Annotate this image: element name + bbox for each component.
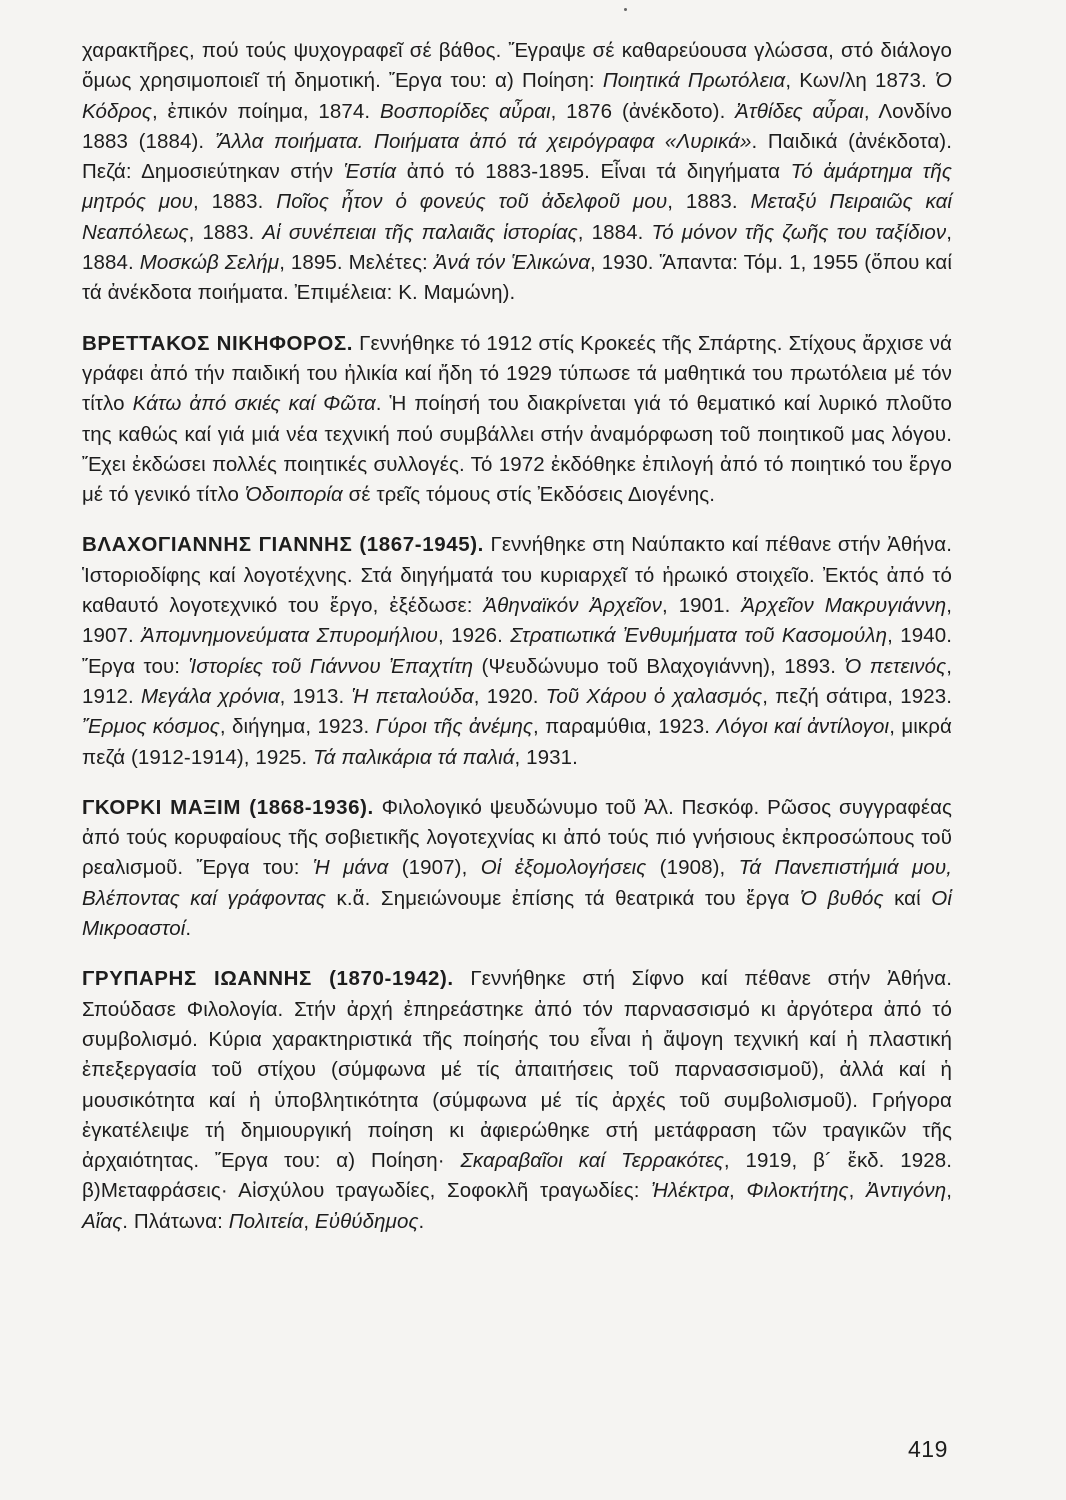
text-column	[82, 36, 952, 1237]
italic-title: Ἔρμος κόσμος	[82, 715, 220, 739]
text-run: , Λονδίνο 1883 (1884).	[82, 99, 953, 153]
text-run: , 1912.	[82, 654, 952, 708]
text-run: , 1876 (ἀνέκδοτο).	[550, 99, 736, 123]
text-run: Φιλολογικό ψευδώνυμο τοῦ Ἀλ. Πεσκόφ. Ρῶσος συγγραφέας ἀπό τούς κορυφαίους τῆς σοβιετικῆς λογοτεχνίας κι ἀπό τούς πιό γνήσιους ἐκπροσώπους τοῦ ρεαλισμοῦ. Ἔργα του:	[82, 795, 952, 880]
text-run: ,	[303, 1209, 315, 1233]
text-run: , 1907.	[82, 594, 953, 648]
text-run: , πεζή σάτιρα, 1923.	[762, 684, 953, 708]
italic-title: Οἱ Μικροαστοί	[82, 886, 952, 941]
text-run: , 1919, β´ ἔκδ. 1928. β)Μεταφράσεις· Αἰσχύλου τραγωδίες, Σοφοκλῆ τραγωδίες:	[82, 1149, 953, 1203]
text-run: ,	[729, 1179, 747, 1203]
italic-title: Μεταξύ Πειραιῶς καί Νεαπόλεως	[82, 190, 953, 244]
italic-title: Ἀντιγόνη	[865, 1179, 947, 1203]
italic-title: Ὁ βυθός	[800, 886, 884, 910]
text-run: . Πλάτωνα:	[122, 1209, 229, 1233]
italic-title: Ἀπομνημονεύματα Σπυρομήλιου	[141, 624, 438, 648]
italic-title: Γύροι τῆς ἀνέμης	[375, 715, 534, 739]
italic-title: Ποιητικά Πρωτόλεια	[602, 69, 786, 93]
italic-title: Σκαραβαῖοι καί Τερρακότες	[460, 1149, 724, 1173]
text-run: , 1940. Ἔργα του:	[82, 624, 952, 678]
italic-title: Ποῖος ἦτον ὁ φονεύς τοῦ ἀδελφοῦ μου	[276, 190, 668, 214]
text-run: Γεννήθηκε στή Σίφνο καί πέθανε στήν Ἀθήνα. Σπούδασε Φιλολογία. Στήν ἀρχή ἐπηρεάστηκε ἀπό τόν παρνασσισμό κι ἀργότερα ἀπό τό συμβολισμό. Κύρια χαρακτηριστικά τῆς ποίησής του εἶναι ἡ ἄψογη τεχνική καί ἡ πλαστική ἐπεξεργασία τοῦ στίχου (σύμφωνα μέ τίς ἀπαιτήσεις τοῦ παρνασσισμοῦ), ἀλλά καί ἡ μουσικότητα καί ἡ ὑποβλητικότητα (σύμφωνα μέ τίς ἀρχές τοῦ συμβολισμοῦ). Γρήγορα ἐγκατέλειψε τή δημιουργική ποίηση κι ἀφιερώθηκε στή μετάφραση τῶν τραγικῶν τῆς ἀρχαιότητας. Ἔργα του: α) Ποίηση·	[82, 967, 952, 1173]
entry-body	[82, 533, 952, 768]
italic-title: Ἀνά τόν Ἑλικώνα	[433, 251, 591, 275]
scan-speck	[624, 8, 627, 11]
text-run: , 1883.	[188, 220, 263, 244]
italic-title: Ἄλλα ποιήματα. Ποιήματα ἀπό τά χειρόγραφα «Λυρικά»	[214, 129, 752, 153]
text-run: (1908),	[646, 856, 739, 880]
italic-title: Τά Πανεπιστήμιά μου, Βλέποντας καί γράφοντας	[82, 856, 953, 910]
text-run: καί	[883, 886, 932, 910]
text-run: Γεννήθηκε στη Ναύπακτο καί πέθανε στήν Ἀθήνα. Ἱστοριοδίφης καί λογοτέχνης. Στά διηγήματά του κυριαρχεῖ τό ἡρωικό στοιχεῖο. Ἐκτός ἀπό τό καθαυτό λογοτεχνικό του ἔργο, ἐξέδωσε:	[82, 533, 952, 618]
text-run: , 1926.	[437, 624, 511, 648]
entry-heading: ΓΡΥΠΑΡΗΣ ΙΩΑΝΝΗΣ (1870-1942).	[82, 967, 454, 991]
text-run: (1907),	[388, 856, 481, 880]
italic-title: Ἡ πεταλούδα	[351, 684, 474, 708]
italic-title: Ὁ πετεινός	[844, 654, 947, 678]
text-run: , 1884.	[577, 220, 652, 244]
text-run: κ.ἄ. Σημειώνουμε ἐπίσης τά θεατρικά του ἔργα	[326, 886, 801, 910]
entry-heading: ΒΛΑΧΟΓΙΑΝΝΗΣ ΓΙΑΝΝΗΣ (1867-1945).	[82, 533, 484, 557]
intro-paragraph	[82, 36, 952, 309]
text-run: ,	[946, 1179, 953, 1203]
text-run: , 1930. Ἅπαντα: Τόμ. 1, 1955 (ὅπου καί τά ἀνέκδοτα ποιήματα. Ἐπιμέλεια: Κ. Μαμώνη).	[82, 251, 952, 305]
text-run: .	[418, 1209, 425, 1233]
italic-title: Κάτω ἀπό σκιές καί Φῶτα	[132, 392, 376, 416]
italic-title: Εὐθύδημος	[314, 1209, 419, 1233]
italic-title: Τοῦ Χάρου ὁ χαλασμός	[545, 684, 763, 708]
text-run: χαρακτῆρες, πού τούς ψυχογραφεῖ σέ βάθος. Ἔγραψε σέ καθαρεύουσα γλώσσα, στό διάλογο ὅμως χρησιμοποιεῖ τή δημοτική. Ἔργα του: α) Ποίηση:	[82, 39, 952, 93]
text-run: . Ἡ ποίησή του διακρίνεται γιά τό θεματικό καί λυρικό πλοῦτο της καθώς καί γιά μιά νέα τεχνική πού συμβάλλει στήν ἀναμόρφωση τοῦ ποιητικοῦ μας λόγου. Ἔχει ἐκδώσει πολλές ποιητικές συλλογές. Τό 1972 ἐκδόθηκε ἐπιλογή ἀπό τό ποιητικό του ἔργο μέ τό γενικό τίτλο	[82, 392, 952, 507]
italic-title: Ἀτθίδες αὖραι	[735, 99, 864, 123]
italic-title: Φιλοκτήτης	[746, 1179, 849, 1203]
text-run: ,	[848, 1179, 866, 1203]
text-run: , 1883.	[193, 190, 277, 214]
page-number: 419	[908, 1436, 948, 1462]
text-run: (Ψευδώνυμο τοῦ Βλαχογιάννη), 1893.	[473, 654, 845, 678]
text-run: , ἐπικόν ποίημα, 1874.	[151, 99, 380, 123]
text-run: , παραμύθια, 1923.	[533, 715, 717, 739]
text-run: , 1884.	[82, 220, 952, 275]
text-run: , μικρά πεζά (1912-1914), 1925.	[82, 715, 952, 769]
italic-title: Μοσκώβ Σελήμ	[139, 251, 280, 275]
text-run: , 1895. Μελέτες:	[279, 251, 434, 275]
entry-gryparis	[82, 964, 952, 1237]
text-run: σέ τρεῖς τόμους στίς Ἐκδόσεις Διογένης.	[342, 483, 715, 507]
text-run: , 1901.	[661, 594, 742, 618]
italic-title: Λόγοι καί ἀντίλογοι	[716, 715, 890, 739]
text-run: , 1883.	[667, 190, 751, 214]
italic-title: Αἱ συνέπειαι τῆς παλαιᾶς ἱστορίας	[262, 220, 578, 244]
italic-title: Τά παλικάρια τά παλιά	[312, 745, 515, 769]
italic-title: Αἴας	[82, 1209, 123, 1233]
text-run: Γεννήθηκε τό 1912 στίς Κροκεές τῆς Σπάρτης. Στίχους ἄρχισε νά γράφει ἀπό τήν παιδική του ἡλικία καί ἤδη τό 1929 τύπωσε τά μαθητικά του πρωτόλεια μέ τόν τίτλο	[82, 331, 952, 416]
entry-heading: ΒΡΕΤΤΑΚΟΣ ΝΙΚΗΦΟΡΟΣ.	[82, 331, 354, 355]
italic-title: Ἀρχεῖον Μακρυγιάννη	[741, 594, 947, 618]
text-run: , 1913.	[279, 684, 352, 708]
italic-title: Ἠλέκτρα	[651, 1179, 730, 1203]
text-run: ἀπό τό 1883-1895. Εἶναι τά διηγήματα	[396, 160, 791, 184]
italic-title: Ἱστορίες τοῦ Γιάννου Ἐπαχτίτη	[188, 654, 474, 678]
italic-title: Ἡ μάνα	[312, 856, 389, 880]
italic-title: Βοσπορίδες αὖραι	[379, 99, 551, 123]
entry-vrettakos	[82, 329, 952, 511]
italic-title: Τό μόνον τῆς ζωῆς του ταξίδιον	[651, 220, 947, 244]
italic-title: Τό ἁμάρτημα τῆς μητρός μου	[82, 160, 952, 214]
text-run: .	[185, 917, 192, 941]
italic-title: Ἀθηναϊκόν Ἀρχεῖον	[483, 594, 662, 618]
entry-gorki	[82, 793, 952, 944]
italic-title: Πολιτεία	[228, 1209, 304, 1233]
text-run: , 1931.	[514, 745, 578, 769]
italic-title: Στρατιωτικά Ἐνθυμήματα τοῦ Κασομούλη	[510, 624, 888, 648]
entry-vlachogiannis	[82, 530, 952, 772]
entry-heading: ΓΚΟΡΚΙ ΜΑΞΙΜ (1868-1936).	[82, 795, 374, 819]
italic-title: Ὁ Κόδρος	[82, 69, 953, 123]
text-run: , Κων/λη 1873.	[785, 69, 935, 93]
italic-title: Μεγάλα χρόνια	[140, 684, 280, 708]
entry-body	[82, 967, 952, 1232]
text-run: , 1920.	[473, 684, 546, 708]
entry-body	[82, 332, 952, 506]
text-run: . Παιδικά (ἀνέκδοτα). Πεζά: Δημοσιεύτηκαν στήν	[82, 129, 953, 184]
italic-title: Ὁδοιπορία	[244, 483, 343, 507]
italic-title: Ἑστία	[343, 160, 397, 184]
text-run: , διήγημα, 1923.	[219, 715, 376, 739]
italic-title: Οἱ ἐξομολογήσεις	[480, 856, 647, 880]
